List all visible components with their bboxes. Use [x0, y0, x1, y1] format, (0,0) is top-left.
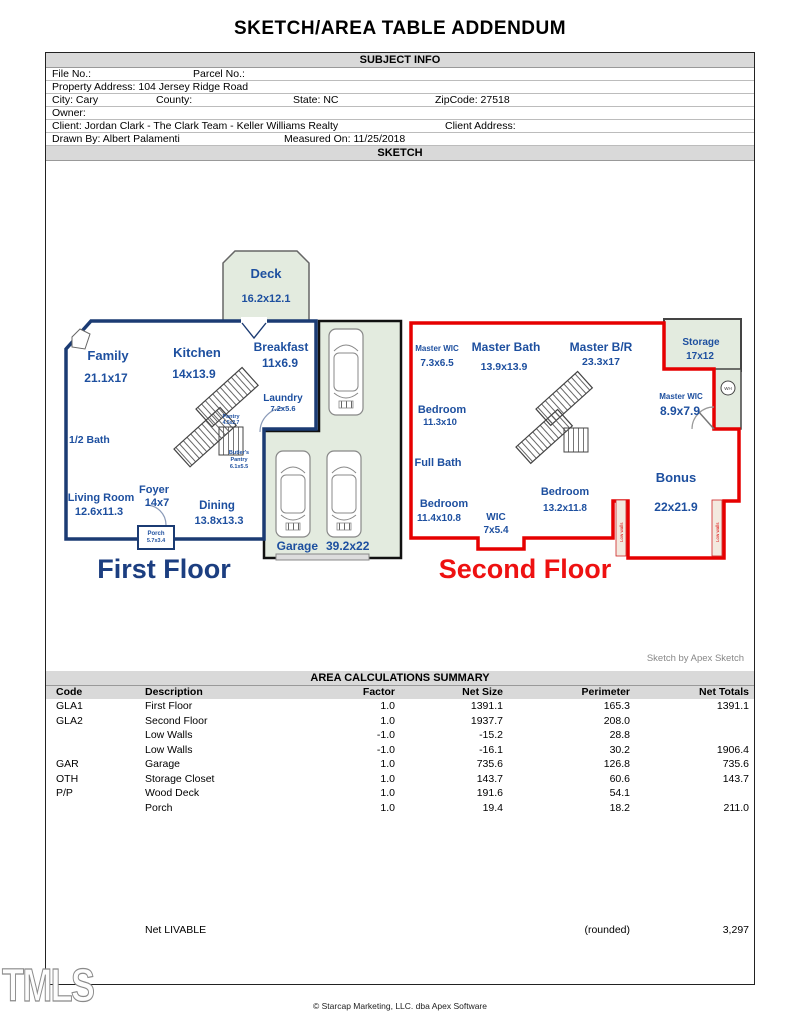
- cell-description: Low Walls: [145, 729, 193, 741]
- net-livable-row: [46, 923, 754, 938]
- client: Client: Jordan Clark - The Clark Team - Keller Williams Realty: [52, 120, 339, 132]
- master-wic-right-label: Master WIC: [659, 392, 703, 401]
- laundry-label: Laundry: [263, 393, 303, 404]
- city: City: Cary: [52, 94, 99, 106]
- bonus-dims: 22x21.9: [654, 500, 698, 514]
- file-no-label: File No.:: [52, 68, 92, 80]
- bedroom3-dims: 13.2x11.8: [543, 503, 587, 514]
- storage-label: Storage: [682, 337, 720, 348]
- page-title: SKETCH/AREA TABLE ADDENDUM: [233, 18, 567, 39]
- living-room-dims: 12.6x11.3: [74, 506, 124, 518]
- net-livable-total: 3,297: [722, 924, 749, 936]
- low-walls-label: Low walls: [715, 522, 720, 542]
- car-icon: [276, 451, 310, 537]
- master-br-dims: 23.3x17: [582, 356, 620, 368]
- tmls-watermark: TMLS: [2, 959, 94, 1011]
- cell-net-totals: 735.6: [722, 758, 749, 770]
- table-row: [46, 728, 754, 743]
- col-description: Description: [145, 686, 203, 698]
- cell-net-size: -15.2: [479, 729, 503, 741]
- cell-factor: -1.0: [376, 744, 395, 756]
- floorplan-svg: [46, 161, 754, 671]
- cell-description: Garage: [145, 758, 181, 770]
- cell-code: GLA1: [56, 700, 83, 712]
- cell-factor: -1.0: [376, 729, 395, 741]
- sketch-credit: Sketch by Apex Sketch: [646, 653, 744, 664]
- storage-dims: 17x12: [686, 351, 714, 362]
- col-factor: Factor: [362, 686, 395, 698]
- subject-info-header: SUBJECT INFO: [46, 53, 754, 68]
- closet-icon: [564, 428, 588, 452]
- butlers-pantry-dims: 6.1x5.5: [229, 464, 249, 470]
- net-livable-label: Net LIVABLE: [145, 924, 207, 936]
- sketch-header: SKETCH: [46, 146, 754, 161]
- net-livable-rounded: (rounded): [584, 924, 630, 936]
- col-net-totals: Net Totals: [699, 686, 749, 698]
- cell-description: Porch: [145, 802, 173, 814]
- info-row-city: [46, 94, 754, 107]
- zipcode: ZipCode: 27518: [435, 94, 510, 106]
- table-row: [46, 757, 754, 772]
- master-wic-left-label: Master WIC: [415, 344, 459, 353]
- laundry-dims: 7.2x5.6: [270, 404, 296, 413]
- info-row-drawn: [46, 133, 754, 146]
- cell-code: OTH: [56, 773, 79, 785]
- cell-description: Low Walls: [145, 744, 193, 756]
- col-net-size: Net Size: [462, 686, 503, 698]
- dining-label: Dining: [199, 500, 235, 512]
- butlers-pantry-label: Butler's: [228, 450, 250, 456]
- county: County:: [156, 94, 193, 106]
- cell-perimeter: 54.1: [609, 787, 630, 799]
- cell-perimeter: 18.2: [609, 802, 630, 814]
- area-summary-header: AREA CALCULATIONS SUMMARY: [46, 671, 754, 686]
- foyer-label: Foyer: [139, 484, 169, 496]
- table-row: [46, 743, 754, 758]
- bonus-label: Bonus: [655, 470, 697, 485]
- client-address: Client Address:: [445, 120, 516, 132]
- cell-description: Storage Closet: [145, 773, 215, 785]
- car-icon: [329, 329, 363, 415]
- pantry-label: Pantry: [222, 414, 240, 420]
- porch-label: Porch: [147, 531, 165, 537]
- cell-factor: 1.0: [380, 802, 395, 814]
- cell-description: First Floor: [145, 700, 193, 712]
- bedroom2-label: Bedroom: [419, 498, 469, 510]
- cell-code: P/P: [56, 787, 73, 799]
- breakfast-dims: 11x6.9: [261, 356, 299, 370]
- master-bath-label: Master Bath: [471, 340, 541, 354]
- wic-label: WIC: [486, 512, 506, 523]
- kitchen-label: Kitchen: [173, 345, 221, 360]
- foyer-dims: 14x7: [144, 497, 170, 509]
- property-address: Property Address: 104 Jersey Ridge Road: [52, 81, 249, 93]
- cell-net-size: 19.4: [482, 802, 503, 814]
- living-room-label: Living Room: [67, 492, 135, 504]
- footer-copyright: © Starcap Marketing, LLC. dba Apex Software: [313, 1001, 487, 1011]
- info-row-address: [46, 81, 754, 94]
- kitchen-dims: 14x13.9: [172, 367, 216, 381]
- family-label: Family: [87, 348, 129, 363]
- family-dims: 21.1x17: [84, 371, 128, 385]
- drawn-by: Drawn By: Albert Palamenti: [52, 133, 180, 145]
- state: State: NC: [293, 94, 339, 106]
- info-row-client: [46, 120, 754, 133]
- cell-perimeter: 28.8: [609, 729, 630, 741]
- table-row: [46, 714, 754, 729]
- second-floor-title: Second Floor: [438, 554, 612, 584]
- wic-dims: 7x5.4: [483, 525, 509, 536]
- table-row: [46, 801, 754, 816]
- cell-net-size: 191.6: [476, 787, 503, 799]
- cell-factor: 1.0: [380, 758, 395, 770]
- cell-factor: 1.0: [380, 773, 395, 785]
- low-walls-label: Low walls: [619, 522, 624, 542]
- pantry-dims: 4.5x2.7: [222, 420, 240, 426]
- bedroom3-label: Bedroom: [540, 486, 590, 498]
- garage-door: [276, 554, 369, 560]
- butlers-pantry-label2: Pantry: [230, 457, 248, 463]
- wic-closet-shape: [714, 369, 741, 429]
- master-wic-left-dims: 7.3x6.5: [420, 358, 454, 369]
- document-frame: [45, 52, 755, 985]
- cell-perimeter: 60.6: [609, 773, 630, 785]
- garage-label: Garage: [276, 539, 318, 553]
- cell-net-totals: 1906.4: [716, 744, 749, 756]
- wh-label: WH: [724, 386, 732, 391]
- info-row-owner: [46, 107, 754, 120]
- table-header-row: [46, 686, 754, 699]
- master-br-label: Master B/R: [569, 340, 633, 354]
- bedroom1-dims: 11.3x10: [423, 417, 457, 428]
- cell-net-totals: 1391.1: [716, 700, 749, 712]
- col-code: Code: [56, 686, 83, 698]
- cell-description: Wood Deck: [145, 787, 200, 799]
- owner: Owner:: [52, 107, 86, 119]
- parcel-no-label: Parcel No.:: [193, 68, 245, 80]
- garage-dims: 39.2x22: [326, 539, 370, 553]
- cell-perimeter: 208.0: [603, 715, 630, 727]
- deck-shape: [223, 251, 309, 321]
- deck-door-gap: [241, 317, 267, 324]
- bedroom2-dims: 11.4x10.8: [417, 513, 461, 524]
- table-row: [46, 772, 754, 787]
- porch-dims: 5.7x3.4: [146, 538, 166, 544]
- first-floor-title: First Floor: [97, 554, 231, 584]
- cell-factor: 1.0: [380, 700, 395, 712]
- cell-perimeter: 30.2: [609, 744, 630, 756]
- cell-net-totals: 143.7: [722, 773, 749, 785]
- cell-net-size: 735.6: [476, 758, 503, 770]
- info-row-file: [46, 68, 754, 81]
- floorplan-sketch: [46, 161, 754, 671]
- table-row: [46, 786, 754, 801]
- dining-dims: 13.8x13.3: [194, 515, 244, 527]
- col-perimeter: Perimeter: [581, 686, 630, 698]
- cell-perimeter: 165.3: [603, 700, 630, 712]
- half-bath-label: 1/2 Bath: [69, 434, 110, 446]
- cell-factor: 1.0: [380, 787, 395, 799]
- cell-code: GAR: [56, 758, 79, 770]
- deck-label: Deck: [250, 266, 282, 281]
- car-icon: [327, 451, 361, 537]
- measured-on: Measured On: 11/25/2018: [284, 133, 406, 145]
- cell-code: GLA2: [56, 715, 83, 727]
- cell-description: Second Floor: [145, 715, 208, 727]
- cell-perimeter: 126.8: [603, 758, 630, 770]
- cell-factor: 1.0: [380, 715, 395, 727]
- master-wic-right-dims: 8.9x7.9: [659, 404, 701, 418]
- cell-net-size: 143.7: [476, 773, 503, 785]
- cell-net-size: -16.1: [479, 744, 503, 756]
- full-bath-label: Full Bath: [414, 457, 462, 469]
- breakfast-label: Breakfast: [253, 340, 309, 354]
- cell-net-size: 1391.1: [470, 700, 503, 712]
- table-row: [46, 699, 754, 714]
- master-bath-dims: 13.9x13.9: [480, 361, 528, 373]
- cell-net-totals: 211.0: [723, 802, 749, 814]
- deck-dims: 16.2x12.1: [241, 293, 291, 305]
- cell-net-size: 1937.7: [470, 715, 503, 727]
- bedroom1-label: Bedroom: [417, 404, 467, 416]
